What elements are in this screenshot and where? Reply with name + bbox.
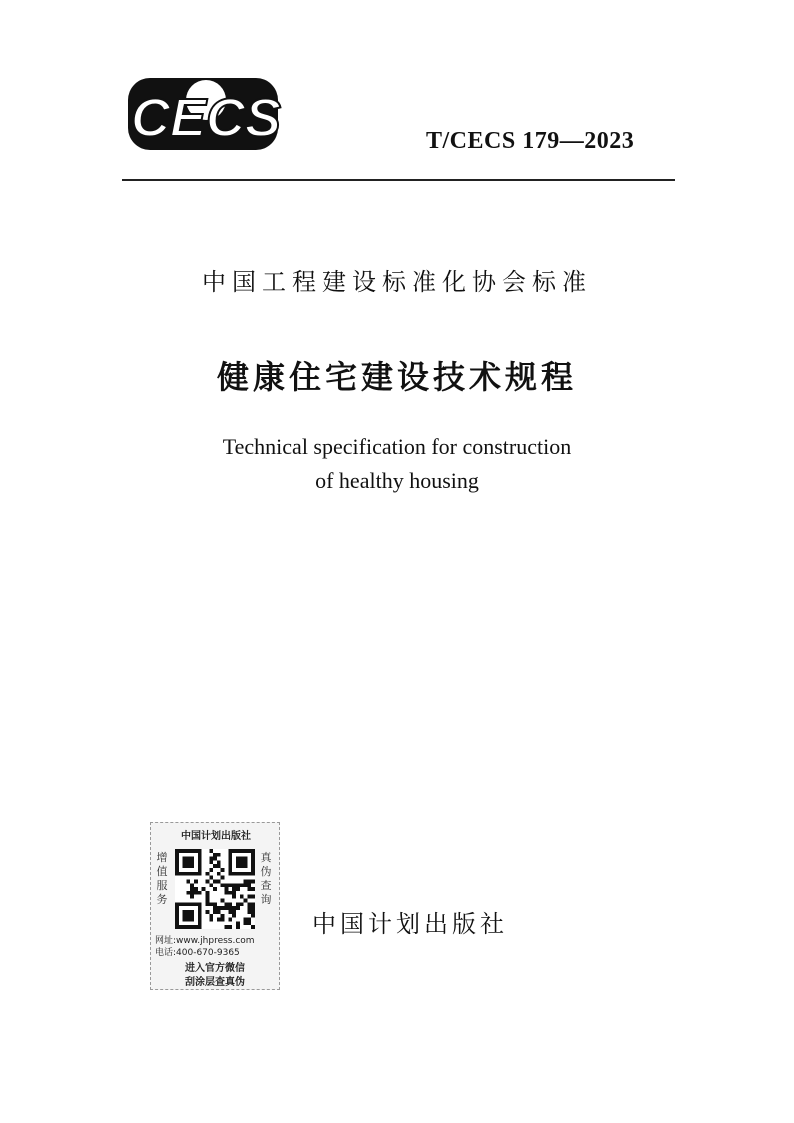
anti-counterfeit-sticker [150, 822, 280, 990]
sticker-website: 网址:www.jhpress.com [155, 936, 255, 946]
title-english-line-1: Technical specification for construction [222, 434, 572, 459]
title-english [0, 430, 794, 498]
sticker-wechat-text: 进入官方微信 [185, 963, 245, 974]
sticker-header: 中国计划出版社 [181, 831, 251, 842]
association-name: 中国工程建设标准化协会标准 [202, 268, 592, 296]
sticker-right-text: 真伪查询 [260, 851, 272, 906]
qr-code-icon [175, 849, 255, 929]
sticker-phone: 电话:400-670-9365 [155, 948, 240, 958]
title-english-line-2: of healthy housing [315, 468, 479, 493]
logo-text: CECS [130, 88, 282, 148]
title-chinese: 健康住宅建设技术规程 [216, 358, 577, 396]
cecs-logo [126, 74, 286, 154]
sticker-scratch-text: 刮涂层查真伪 [185, 977, 245, 988]
sticker-left-text: 增值服务 [156, 851, 168, 906]
cecs-logo-mark [126, 74, 286, 154]
header-rule [122, 179, 675, 181]
standard-code: T/CECS 179—2023 [426, 128, 635, 154]
qr-code [175, 849, 255, 929]
publisher-name: 中国计划出版社 [312, 910, 508, 938]
